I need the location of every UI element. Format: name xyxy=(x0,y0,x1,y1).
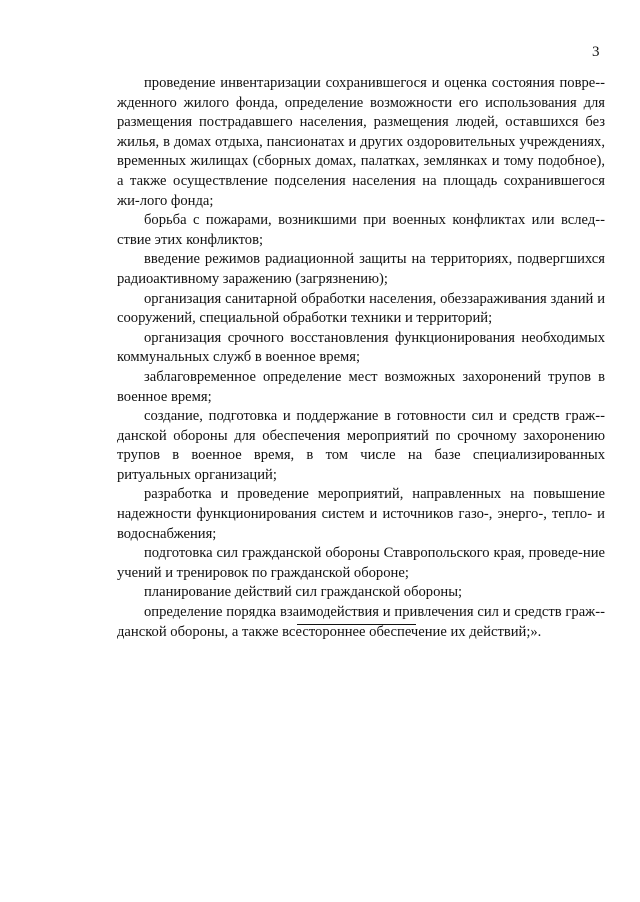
paragraph-firefighting: борьба с пожарами, возникшими при военных конфликтах или вслед-ствие этих конфликтов; xyxy=(117,212,605,248)
paragraph-burial-sites: заблаговременное определение мест возможных захоронений трупов в военное время; xyxy=(117,368,605,405)
paragraph-action-planning: планирование действий сил гражданской обороны; xyxy=(144,584,463,601)
paragraph-burial-forces: создание, подготовка и поддержание в готовности сил и средств граж-данской обороны для обеспечения мероприятий по срочному захоронению трупов в военное время, в том числе на базе специализированных ритуальных организаций; xyxy=(117,408,605,483)
paragraph-sanitary-treatment: организация санитарной обработки населения, обеззараживания зданий и сооружений, специальной обработки техники и территорий; xyxy=(117,290,605,327)
paragraph-radiation-protection: введение режимов радиационной защиты на территориях, подвергшихся радиоактивному заражению (загрязнению); xyxy=(117,251,605,287)
paragraph-interaction-procedure: определение порядка взаимодействия и привлечения сил и средств граж-данской обороны, а также всестороннее обеспечение их действий;». xyxy=(117,604,605,640)
paragraph-utility-restoration: организация срочного восстановления функционирования необходимых коммунальных служб в военное время; xyxy=(117,329,605,366)
page-number: 3 xyxy=(592,44,600,60)
paragraph-forces-training: подготовка сил гражданской обороны Ставропольского края, проведе-ние учений и тренировок по гражданской обороне; xyxy=(117,545,605,581)
paragraph-supply-reliability: разработка и проведение мероприятий, направленных на повышение надежности функционирования систем и источников газо-, энерго-, тепло- и водоснабжения; xyxy=(117,486,605,542)
closing-divider-line xyxy=(297,624,416,625)
paragraph-housing-inventory: проведение инвентаризации сохранившегося и оценка состояния повре-жденного жилого фонда, определение возможности его использования для размещения пострадавшего населения, размещения людей, оставшихся без жилья, в домах отдыха, пансионатах и других оздоровительных учреждениях, временных жилищах (сборных домах, палатках, землянках и тому подобное), а также осуществление подселения населения на площадь сохранившегося жи-лого фонда; xyxy=(117,75,605,209)
document-body xyxy=(117,74,605,642)
